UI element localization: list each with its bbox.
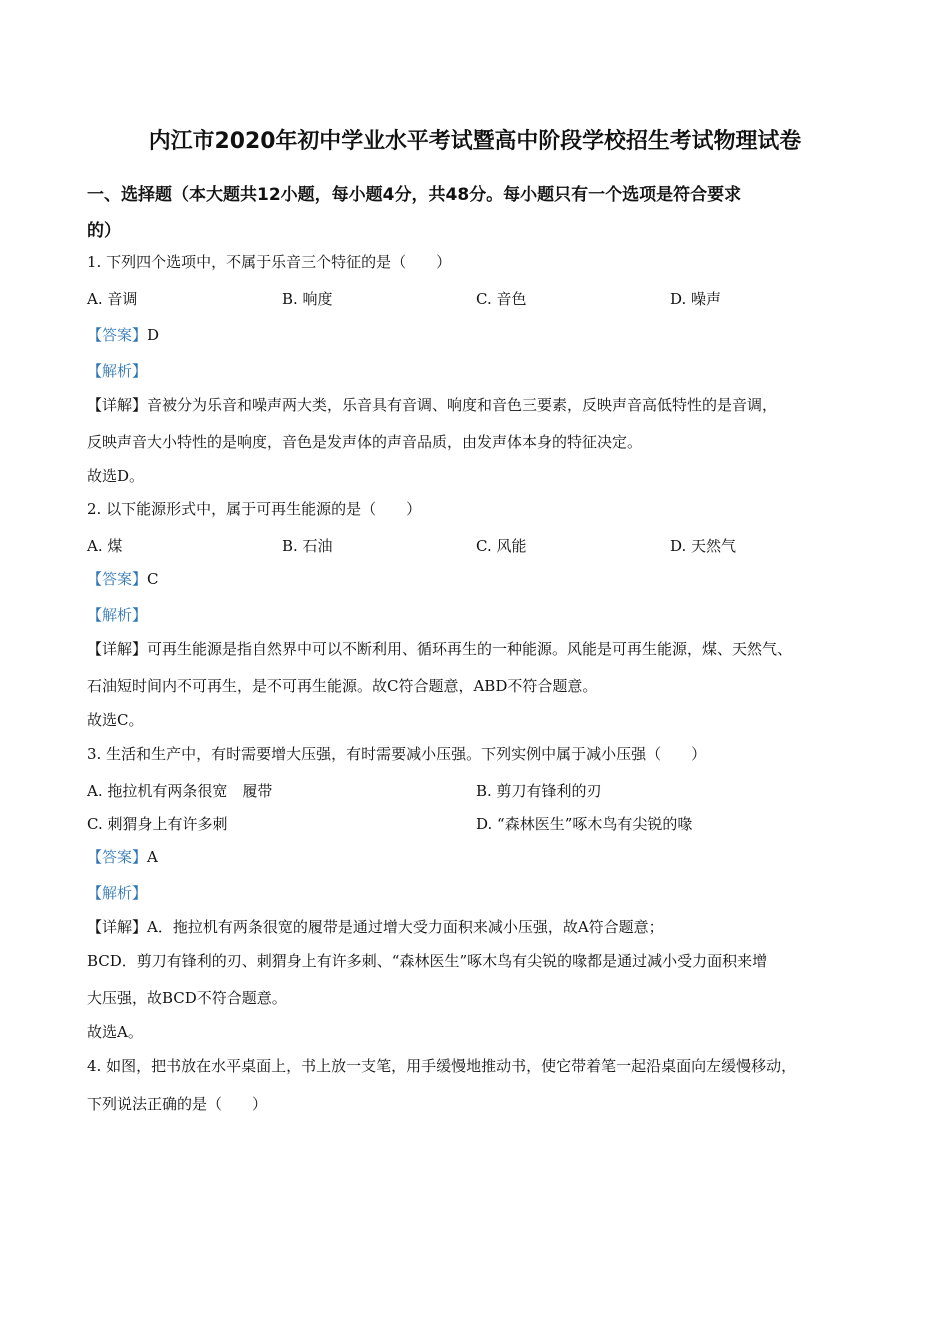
question-3-detail-line-2: BCD．剪刀有锋利的刃、刺猬身上有许多刺、“森林医生”啄木鸟有尖锐的喙都是通过减小受力面积来增 [87,952,768,970]
question-2-analysis-tag: 【解析】 [87,606,148,624]
question-3-option-b: B. 剪刀有锋利的刃 [476,782,602,800]
question-3-detail-line-1 [87,916,664,937]
question-1-stem: 1. 下列四个选项中，不属于乐音三个特征的是（ ） [87,253,452,271]
answer-tag: 【答案】 [87,848,148,866]
detail-text: A．拖拉机有两条很宽的履带是通过增大受力面积来减小压强，故A符合题意； [147,918,664,936]
question-1-answer [87,324,159,345]
question-2-option-c: C. 风能 [476,537,527,555]
question-1-conclusion: 故选D。 [87,467,145,485]
question-1-option-c: C. 音色 [476,290,527,308]
question-1-detail-line-1 [87,394,777,415]
detail-tag: 【详解】 [87,640,148,658]
page-title: 内江市2020年初中学业水平考试暨高中阶段学校招生考试物理试卷 [148,129,802,154]
question-3-option-a: A. 拖拉机有两条很宽 履带 [87,782,273,800]
question-2-option-a: A. 煤 [87,537,123,555]
answer-value: D [147,326,160,344]
question-3-detail-line-3: 大压强，故BCD不符合题意。 [87,989,287,1007]
detail-text: 音被分为乐音和噪声两大类，乐音具有音调、响度和音色三要素，反映声音高低特性的是音调， [147,396,778,414]
question-3-option-d: D. “森林医生”啄木鸟有尖锐的喙 [476,815,693,833]
question-3-analysis-tag: 【解析】 [87,884,148,902]
question-2-option-d: D. 天然气 [670,537,737,555]
detail-tag: 【详解】 [87,918,148,936]
question-2-detail-line-2: 石油短时间内不可再生，是不可再生能源。故C符合题意，ABD不符合题意。 [87,677,598,695]
question-3-stem: 3. 生活和生产中，有时需要增大压强，有时需要减小压强。下列实例中属于减小压强（ ） [87,745,707,763]
section-heading-line-1: 一、选择题（本大题共12小题，每小题4分，共48分。每小题只有一个选项是符合要求 [87,185,742,205]
question-1-option-a: A. 音调 [87,290,138,308]
answer-value: C [147,570,159,588]
answer-tag: 【答案】 [87,570,148,588]
question-2-answer [87,568,159,589]
detail-text: 可再生能源是指自然界中可以不断利用、循环再生的一种能源。风能是可再生能源，煤、天然气、 [147,640,793,658]
question-3-conclusion: 故选A。 [87,1023,143,1041]
question-2-conclusion: 故选C。 [87,711,144,729]
question-2-stem: 2. 以下能源形式中，属于可再生能源的是（ ） [87,500,422,518]
answer-tag: 【答案】 [87,326,148,344]
question-3-answer [87,846,158,867]
question-4-stem-line-1: 4. 如图，把书放在水平桌面上，书上放一支笔，用手缓慢地推动书，使它带着笔一起沿桌面向左缓慢移动， [87,1057,797,1075]
question-1-option-b: B. 响度 [282,290,333,308]
question-1-detail-line-2: 反映声音大小特性的是响度，音色是发声体的声音品质，由发声体本身的特征决定。 [87,433,643,451]
section-heading-line-2: 的） [87,221,121,241]
answer-value: A [147,848,158,866]
question-1-option-d: D. 噪声 [670,290,722,308]
question-3-option-c: C. 刺猬身上有许多刺 [87,815,228,833]
question-4-stem-line-2: 下列说法正确的是（ ） [87,1095,268,1113]
question-1-analysis-tag: 【解析】 [87,362,148,380]
detail-tag: 【详解】 [87,396,148,414]
question-2-option-b: B. 石油 [282,537,333,555]
question-2-detail-line-1 [87,638,792,659]
